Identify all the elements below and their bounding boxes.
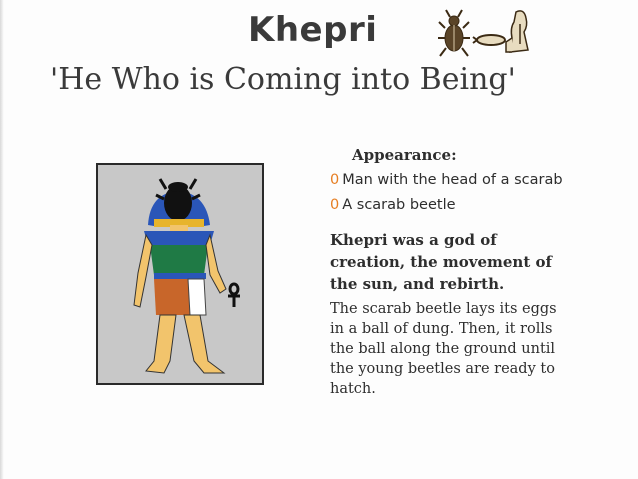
seated-god-glyph-icon [506,11,528,52]
khepri-illustration [96,163,264,385]
binding-edge [0,0,4,479]
appearance-item [330,170,570,190]
description-bold: Khepri was a god of creation, the movement of the sun, and rebirth. [330,231,552,293]
slide-subtitle: 'He Who is Coming into Being' [50,62,516,97]
content-column [330,146,570,399]
appearance-item-text: A scarab beetle [342,197,456,213]
slide-title: Khepri [248,10,378,50]
loop-glyph-icon [473,35,505,45]
bullet-marker: 0 [330,172,340,188]
hieroglyph-icon [436,4,536,64]
khepri-figure-icon [98,165,262,383]
appearance-heading: Appearance: [352,146,457,164]
bullet-marker: 0 [330,197,340,213]
appearance-item [330,195,570,215]
appearance-item-text: Man with the head of a scarab [342,172,563,188]
description-body: The scarab beetle lays its eggs in a ball of dung. Then, it rolls the ball along the ground until the young beetles are ready to hatch. [330,301,557,397]
scarab-glyph-icon [438,10,470,56]
